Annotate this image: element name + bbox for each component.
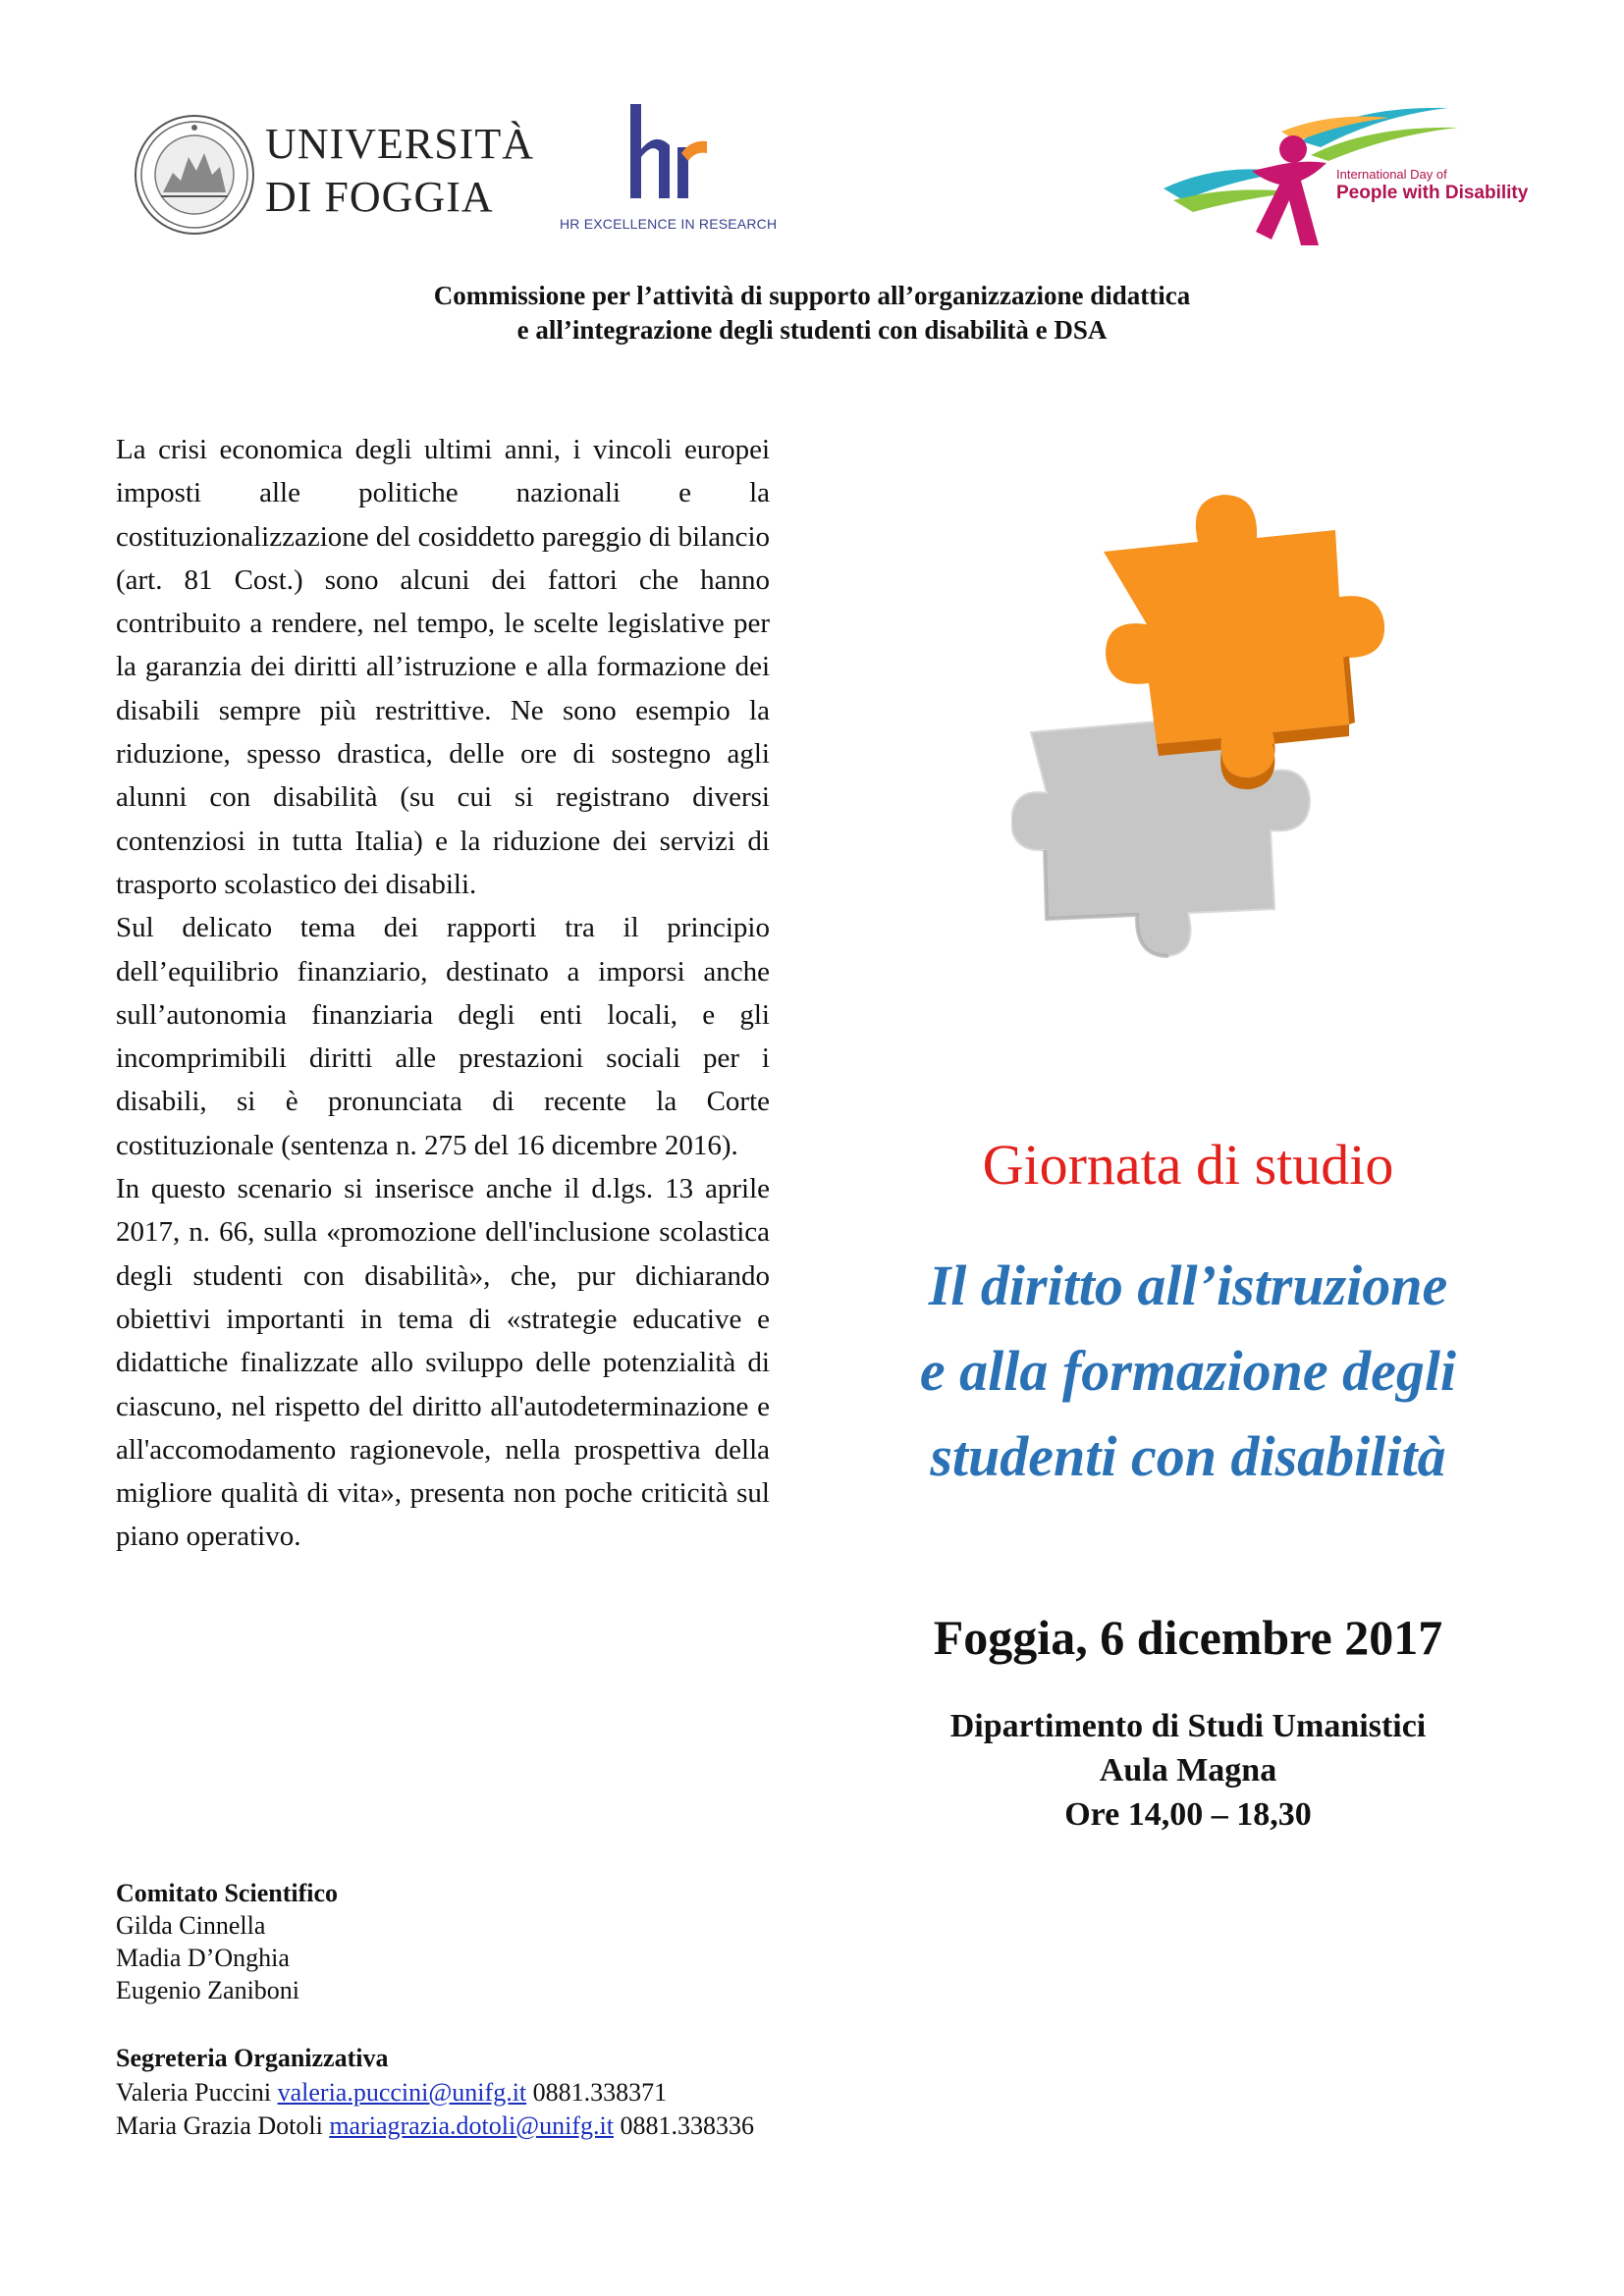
- body-paragraph-1: La crisi economica degli ultimi anni, i vincoli europei imposti alle politiche nazionali e la costituzionalizzazione del cosiddetto pareggio di bilancio (art. 81 Cost.) sono alcuni dei fattori che hanno contribuito a rendere, nel tempo, le scelte legislative per la garanzia dei diritti all’istruzione e alla formazione dei disabili sempre più restrittive. Ne sono esempio la riduzione, spesso drastica, delle ore di sostegno agli alunni con disabilità (su cui si registrano diversi contenziosi in tutta Italia) e la riduzione dei servizi di trasporto scolastico dei disabili.: [116, 434, 770, 900]
- contact-phone: 0881.338371: [532, 2077, 668, 2107]
- idpd-logo: [1154, 102, 1529, 249]
- idpd-line1: International Day of: [1336, 167, 1447, 182]
- committee-member: Madia D’Onghia: [116, 1944, 290, 1972]
- contact-row: [116, 2109, 1000, 2144]
- contact-name: Maria Grazia Dotoli: [116, 2111, 323, 2140]
- hr-excellence-logo-icon: [626, 102, 709, 200]
- secretariat-heading: Segreteria Organizzativa: [116, 2044, 389, 2072]
- commission-line2: e all’integrazione degli studenti con disabilità e DSA: [516, 315, 1108, 345]
- commission-heading: [196, 279, 1428, 347]
- event-hours: Ore 14,00 – 18,30: [1064, 1796, 1312, 1833]
- university-seal-icon: [134, 114, 255, 236]
- committee-member: Eugenio Zaniboni: [116, 1976, 300, 2004]
- event-date: Foggia, 6 dicembre 2017: [933, 1610, 1443, 1665]
- hr-caption: HR EXCELLENCE IN RESEARCH: [560, 216, 778, 232]
- event-title-line3: studenti con disabilità: [930, 1424, 1446, 1488]
- contact-email-link[interactable]: valeria.puccini@unifg.it: [277, 2077, 527, 2107]
- event-room: Aula Magna: [1099, 1752, 1277, 1789]
- event-title-line1: Il diritto all’istruzione: [928, 1254, 1448, 1317]
- contact-name: Valeria Puccini: [116, 2077, 272, 2107]
- committee-heading: Comitato Scientifico: [116, 1879, 339, 1907]
- event-department: Dipartimento di Studi Umanistici: [949, 1708, 1427, 1744]
- scientific-committee: [116, 1877, 862, 2006]
- body-paragraph-2: Sul delicato tema dei rapporti tra il principio dell’equilibrio finanziario, destinato a imporsi anche sull’autonomia finanziaria degli enti locali, e gli incomprimibili diritti alle prestazioni sociali per i disabili, si è pronunciata di recente la Corte costituzionale (sentenza n. 275 del 16 dicembre 2016).: [116, 912, 770, 1161]
- body-text: [116, 428, 770, 1559]
- hr-excellence-logo: [560, 102, 778, 240]
- committee-member: Gilda Cinnella: [116, 1911, 266, 1940]
- contact-email-link[interactable]: mariagrazia.dotoli@unifg.it: [329, 2111, 614, 2140]
- event-title-line2: e alla formazione degli: [919, 1339, 1457, 1403]
- university-line1: UNIVERSITÀ: [265, 120, 534, 168]
- university-line2: DI FOGGIA: [265, 173, 494, 221]
- event-title: [766, 1243, 1610, 1499]
- university-wordmark: [265, 118, 534, 224]
- puzzle-pieces-icon: [1011, 487, 1463, 1037]
- contact-phone: 0881.338336: [620, 2111, 754, 2140]
- idpd-line2: People with Disability: [1336, 183, 1529, 203]
- university-logo: [128, 108, 540, 245]
- contact-row: [116, 2076, 1000, 2110]
- body-paragraph-3: In questo scenario si inserisce anche il d.lgs. 13 aprile 2017, n. 66, sulla «promozione dell'inclusione scolastica degli studenti con disabilità», che, pur dichiarando obiettivi importanti in tema di «strategie educative e didattiche finalizzate allo sviluppo delle potenzialità di ciascuno, nel rispetto del diritto all'autodeterminazione e all'accomodamento ragionevole, nella prospettiva della migliore qualità di vita», presenta non poche criticità sul piano operativo.: [116, 1173, 770, 1553]
- event-kicker: Giornata di studio: [982, 1133, 1394, 1197]
- organizing-secretariat: [116, 2042, 1000, 2144]
- event-venue: [766, 1704, 1610, 1837]
- commission-line1: Commissione per l’attività di supporto all’organizzazione didattica: [433, 281, 1191, 310]
